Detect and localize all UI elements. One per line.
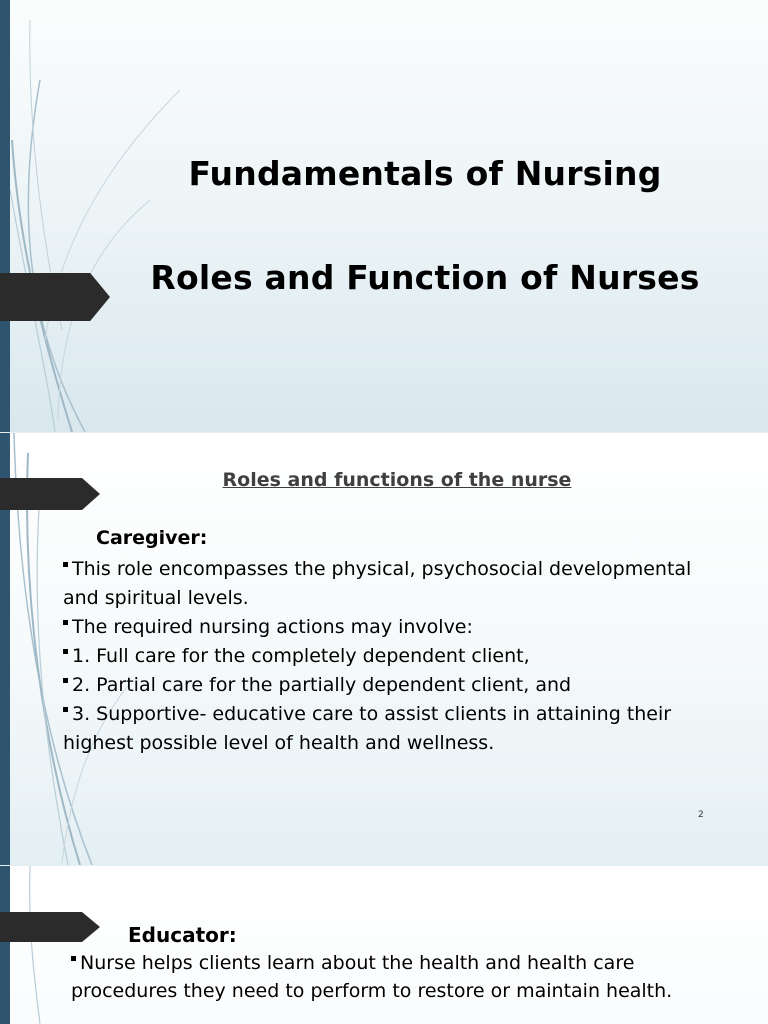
bullet-icon xyxy=(63,649,68,654)
side-accent-bar xyxy=(0,0,10,432)
bullet-item: This role encompasses the physical, psychosocial developmental and spiritual levels. xyxy=(63,558,692,609)
title-slide xyxy=(0,0,768,432)
slide-title: Fundamentals of Nursing xyxy=(188,154,662,193)
bullet-item: 1. Full care for the completely dependent client, xyxy=(63,642,723,671)
bullet-item: 2. Partial care for the partially dependent client, and xyxy=(63,671,723,700)
bullet-item: The required nursing actions may involve: xyxy=(63,613,723,642)
role-description xyxy=(63,555,723,758)
bullet-icon xyxy=(63,620,68,625)
bullet-icon xyxy=(63,707,68,712)
slide-subtitle: Roles and Function of Nurses xyxy=(150,258,700,297)
page-number: 2 xyxy=(698,810,704,820)
bullet-icon xyxy=(63,562,68,567)
bullet-item: 3. Supportive- educative care to assist clients in attaining their highest possible level of health and wellness. xyxy=(63,703,672,754)
caregiver-slide xyxy=(0,433,768,865)
role-heading: Caregiver: xyxy=(96,527,208,549)
bullet-icon xyxy=(63,678,68,683)
decorative-curves xyxy=(0,0,200,432)
role-description xyxy=(71,949,711,1005)
role-heading: Educator: xyxy=(128,923,237,947)
side-accent-bar xyxy=(0,866,10,1024)
bullet-icon xyxy=(71,956,76,961)
bullet-item: Nurse helps clients learn about the health and health care procedures they need to perform to restore or maintain health. xyxy=(71,952,673,1002)
section-heading: Roles and functions of the nurse xyxy=(222,469,572,491)
educator-slide xyxy=(0,866,768,1024)
arrow-marker xyxy=(0,912,100,942)
